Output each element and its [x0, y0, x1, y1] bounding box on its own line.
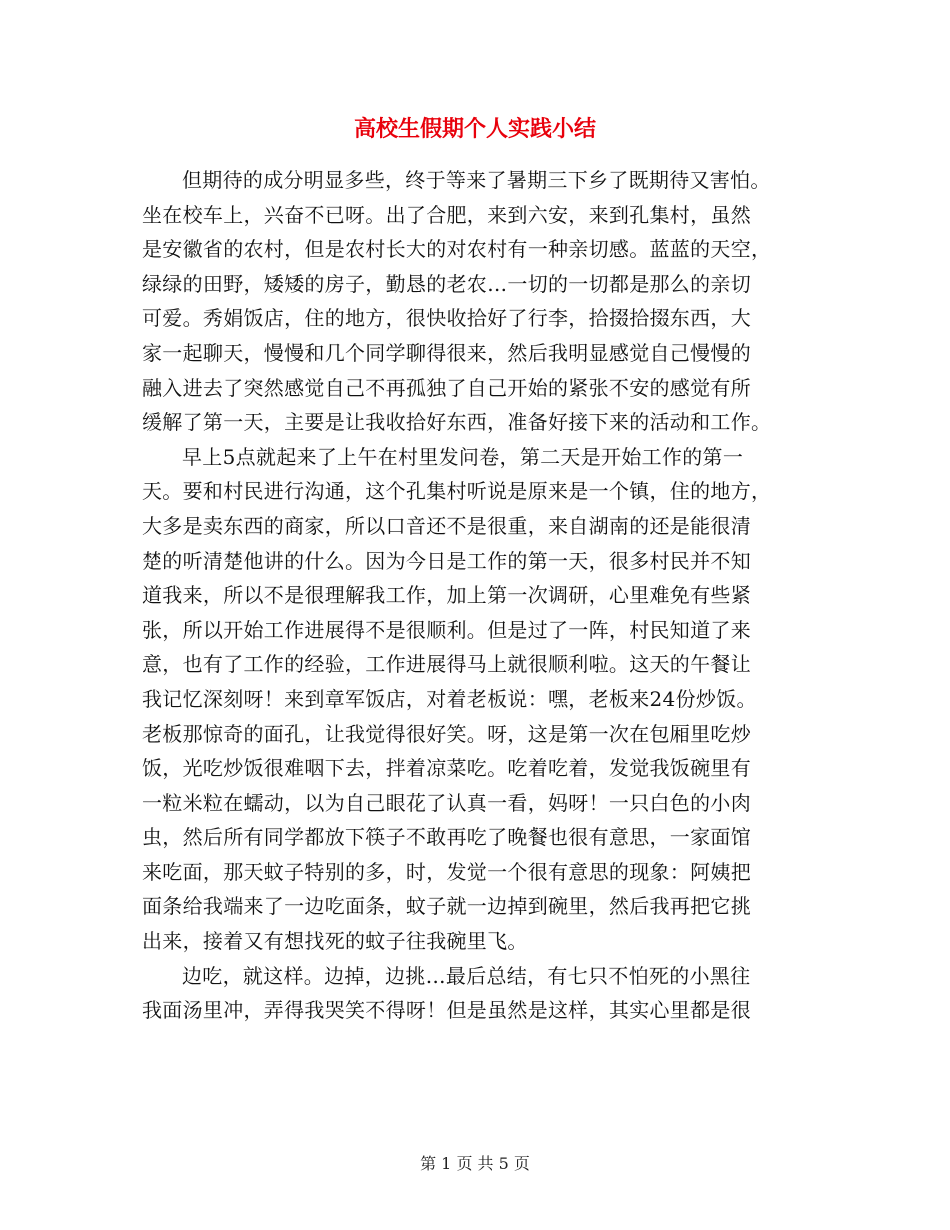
text-line: 老板那惊奇的面孔，让我觉得很好笑。呀，这是第一次在包厢里吃炒 [142, 721, 751, 746]
text-line: 面条给我端来了一边吃面条，蚊子就一边掉到碗里，然后我再把它挑 [142, 894, 751, 919]
text-line: 融入进去了突然感觉自己不再孤独了自己开始的紧张不安的感觉有所 [142, 375, 751, 400]
text-line: 可爱。秀娟饭店，住的地方，很快收拾好了行李，拾掇拾掇东西，大 [142, 306, 751, 331]
text-line: 一粒米粒在蠕动，以为自己眼花了认真一看，妈呀！一只白色的小肉 [142, 790, 751, 815]
text-line: 虫，然后所有同学都放下筷子不敢再吃了晚餐也很有意思，一家面馆 [142, 825, 751, 850]
text-line: 缓解了第一天，主要是让我收拾好东西，准备好接下来的活动和工作。 [142, 410, 772, 435]
document-body [142, 163, 812, 1028]
text-line: 饭，光吃炒饭很难咽下去，拌着凉菜吃。吃着吃着，发觉我饭碗里有 [142, 756, 751, 781]
text-line: 天。要和村民进行沟通，这个孔集村听说是原来是一个镇，住的地方， [142, 479, 772, 504]
text-line: 边吃，就这样。边掉，边挑…最后总结，有七只不怕死的小黑往 [182, 963, 751, 988]
text-line: 早上5点就起来了上午在村里发问卷，第二天是开始工作的第一 [182, 444, 744, 469]
text-line: 出来，接着又有想找死的蚊子往我碗里飞。 [142, 929, 528, 954]
text-line: 意，也有了工作的经验，工作进展得马上就很顺利啦。这天的午餐让 [142, 652, 751, 677]
text-line: 大多是卖东西的商家，所以口音还不是很重，来自湖南的还是能很清 [142, 513, 751, 538]
paragraph-3 [142, 959, 812, 1028]
text-line: 道我来，所以不是很理解我工作，加上第一次调研，心里难免有些紧 [142, 583, 751, 608]
text-line: 来吃面，那天蚊子特别的多，时，发觉一个很有意思的现象：阿姨把 [142, 859, 751, 884]
text-line: 是安徽省的农村，但是农村长大的对农村有一种亲切感。蓝蓝的天空， [142, 237, 772, 262]
paragraph-1 [142, 163, 812, 440]
text-line: 我记忆深刻呀！来到章军饭店，对着老板说：嘿，老板来24份炒饭。 [142, 686, 757, 711]
text-line: 绿绿的田野，矮矮的房子，勤恳的老农…一切的一切都是那么的亲切 [142, 271, 751, 296]
text-line: 但期待的成分明显多些，终于等来了暑期三下乡了既期待又害怕。 [182, 168, 771, 192]
text-line: 我面汤里冲，弄得我哭笑不得呀！但是虽然是这样，其实心里都是很 [142, 998, 751, 1023]
text-line: 楚的听清楚他讲的什么。因为今日是工作的第一天，很多村民并不知 [142, 548, 751, 573]
paragraph-2 [142, 440, 812, 959]
text-line: 张，所以开始工作进展得不是很顺利。但是过了一阵，村民知道了来 [142, 617, 751, 642]
document-title: 高校生假期个人实践小结 [353, 116, 596, 142]
page-number-footer: 第 1 页 共 5 页 [420, 1154, 530, 1173]
text-line: 坐在校车上，兴奋不已呀。出了合肥，来到六安，来到孔集村，虽然 [142, 202, 751, 227]
text-line: 家一起聊天，慢慢和几个同学聊得很来，然后我明显感觉自己慢慢的 [142, 340, 751, 365]
